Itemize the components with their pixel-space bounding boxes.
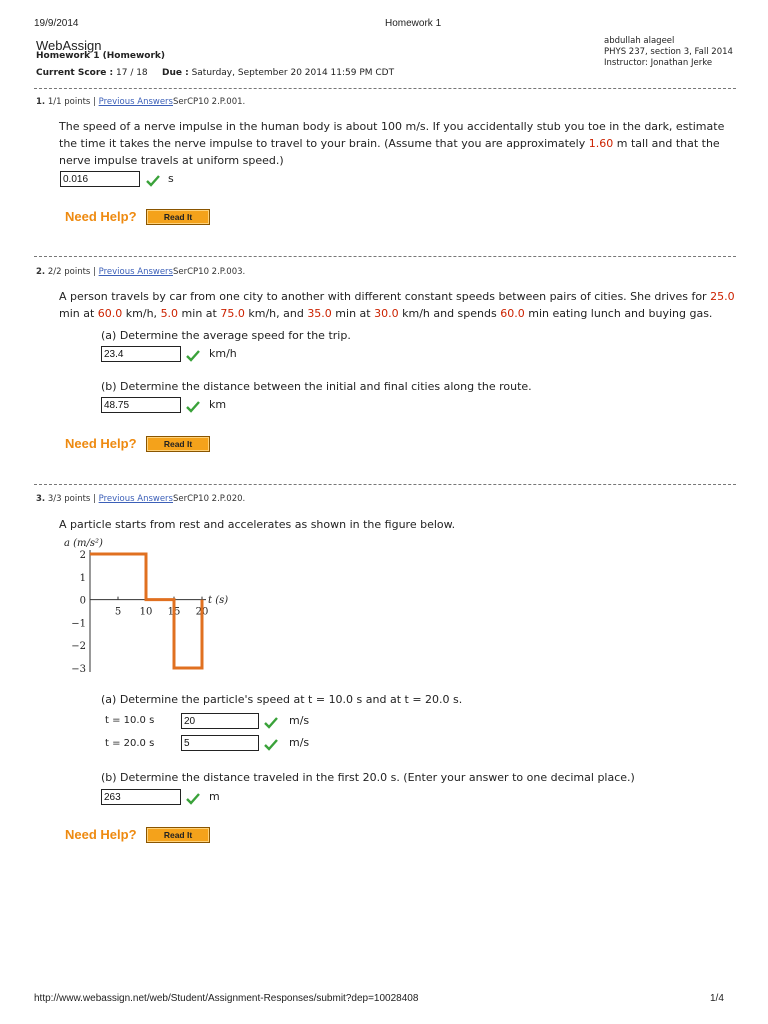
previous-answers-link[interactable]: Previous Answers xyxy=(98,494,173,504)
course-name: PHYS 237, section 3, Fall 2014 xyxy=(604,47,733,57)
need-help-label: Need Help? xyxy=(65,436,137,451)
x-tick-label: 20 xyxy=(195,606,209,618)
acceleration-chart xyxy=(60,533,240,675)
question-header xyxy=(36,267,245,277)
question-ref: SerCP10 2.P.020. xyxy=(172,494,246,504)
read-it-button[interactable]: Read It xyxy=(146,436,210,452)
read-it-button[interactable]: Read It xyxy=(146,827,210,843)
previous-answers-link[interactable]: Previous Answers xyxy=(98,267,173,277)
x-tick-label: 5 xyxy=(114,606,122,618)
answer-field[interactable]: 23.4 xyxy=(101,346,181,362)
question-points: 3/3 points | xyxy=(47,494,96,504)
check-icon xyxy=(186,350,200,362)
y-tick-label: −2 xyxy=(71,641,86,653)
x-axis-label: t (s) xyxy=(208,595,229,606)
print-date: 19/9/2014 xyxy=(34,18,79,29)
due-label: Due : xyxy=(161,68,189,78)
check-icon xyxy=(264,739,278,751)
question-number: 2. xyxy=(36,267,46,277)
answer-unit: km/h xyxy=(209,347,237,360)
separator xyxy=(34,256,736,257)
due-value: Saturday, September 20 2014 11:59 PM CDT xyxy=(191,68,395,78)
check-icon xyxy=(186,401,200,413)
webassign-logo[interactable]: WebAssign xyxy=(36,38,102,53)
question-text: The speed of a nerve impulse in the human body is about 100 m/s. If you accidentally stub you toe in the dark, estimate the time it takes the nerve impulse to travel to your brain. (Assume that you are approximately 1.60 m tall and that the nerve impulse travels at uniform speed.) xyxy=(59,120,725,167)
answer-unit: m xyxy=(209,790,220,803)
answer-field[interactable]: 0.016 xyxy=(60,171,140,187)
separator xyxy=(34,88,736,89)
question-header xyxy=(36,97,245,107)
question-number: 1. xyxy=(36,97,46,107)
question-points: 2/2 points | xyxy=(47,267,96,277)
question-header xyxy=(36,494,245,504)
question-text: A person travels by car from one city to another with different constant speeds between pairs of cities. She drives for 25.0 min at 60.0 km/h, 5.0 min at 75.0 km/h, and 35.0 min at 30.0 km/h and spends 60.0 min eating lunch and buying gas. xyxy=(59,290,735,320)
part-prompt: (b) Determine the distance between the initial and final cities along the route. xyxy=(101,380,532,393)
separator xyxy=(34,484,736,485)
assignment-title: Homework 1 (Homework) xyxy=(36,51,165,61)
question-ref: SerCP10 2.P.003. xyxy=(172,267,246,277)
y-axis-label: a (m/s²) xyxy=(64,538,103,549)
answer-unit: m/s xyxy=(289,714,310,727)
question-ref: SerCP10 2.P.001. xyxy=(172,97,246,107)
question-points: 1/1 points | xyxy=(47,97,96,107)
answer-field[interactable]: 48.75 xyxy=(101,397,181,413)
check-icon xyxy=(264,717,278,729)
answer-field[interactable]: 20 xyxy=(181,713,259,729)
y-tick-label: −3 xyxy=(71,664,86,675)
previous-answers-link[interactable]: Previous Answers xyxy=(98,97,173,107)
answer-field[interactable]: 263 xyxy=(101,789,181,805)
x-tick-label: 10 xyxy=(139,606,153,618)
score-value: 17 / 18 xyxy=(116,68,148,78)
question-number: 3. xyxy=(36,494,46,504)
score-label: Current Score : xyxy=(36,68,114,78)
print-title: Homework 1 xyxy=(385,18,442,29)
check-icon xyxy=(146,175,160,187)
y-tick-label: 0 xyxy=(79,595,86,607)
read-it-button[interactable]: Read It xyxy=(146,209,210,225)
need-help-label: Need Help? xyxy=(65,827,137,842)
score-line xyxy=(36,68,394,78)
answer-unit: m/s xyxy=(289,736,310,749)
answer-unit: s xyxy=(168,172,174,185)
part-prompt: (b) Determine the distance traveled in the first 20.0 s. (Enter your answer to one decimal place.) xyxy=(101,771,635,784)
part-prompt: (a) Determine the particle's speed at t = 10.0 s and at t = 20.0 s. xyxy=(101,693,463,706)
y-tick-label: −1 xyxy=(71,618,86,630)
instructor-name: Instructor: Jonathan Jerke xyxy=(604,58,713,68)
y-tick-label: 2 xyxy=(79,550,86,561)
x-tick-label: 15 xyxy=(167,606,181,618)
need-help-label: Need Help? xyxy=(65,209,137,224)
part-prompt: (a) Determine the average speed for the trip. xyxy=(101,329,351,342)
time-label: t = 20.0 s xyxy=(105,738,155,749)
student-info xyxy=(604,36,733,69)
question-text: A particle starts from rest and accelerates as shown in the figure below. xyxy=(59,518,456,531)
check-icon xyxy=(186,793,200,805)
answer-unit: km xyxy=(209,398,227,411)
answer-field[interactable]: 5 xyxy=(181,735,259,751)
y-tick-label: 1 xyxy=(79,572,86,584)
print-page-number: 1/4 xyxy=(710,993,724,1004)
print-url: http://www.webassign.net/web/Student/Assignment-Responses/submit?dep=10028408 xyxy=(34,993,419,1004)
student-name: abdullah alageel xyxy=(604,36,675,46)
time-label: t = 10.0 s xyxy=(105,715,155,726)
